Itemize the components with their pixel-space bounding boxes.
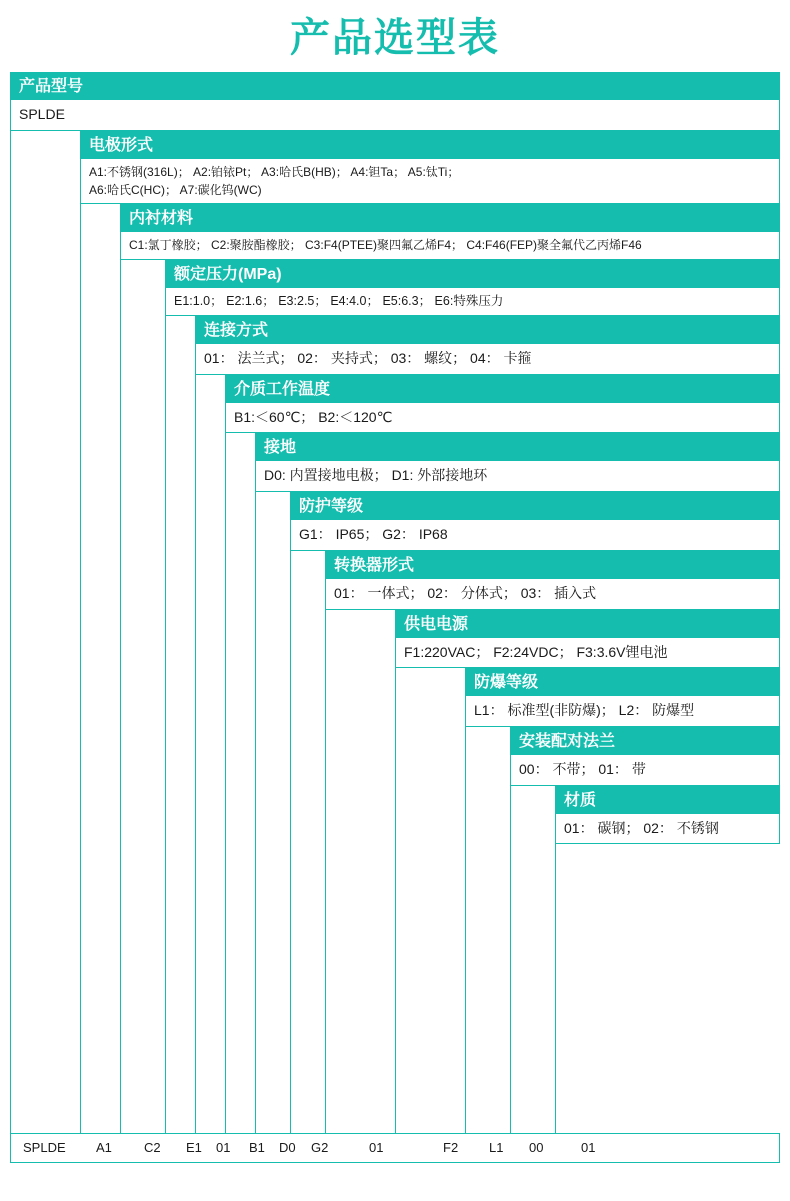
spec-row-value: G1： IP65； G2： IP68	[290, 520, 780, 551]
spec-row	[290, 492, 780, 551]
connector-line	[555, 786, 556, 1133]
connector-line	[165, 260, 166, 1133]
code-cell: 01	[216, 1140, 231, 1155]
spec-row-header: 接地	[255, 433, 780, 461]
code-cell: 00	[529, 1140, 544, 1155]
spec-row-value: 00： 不带； 01： 带	[510, 755, 780, 786]
code-cell: D0	[279, 1140, 296, 1155]
connector-line	[195, 316, 196, 1133]
spec-row-value: L1： 标准型(非防爆)； L2： 防爆型	[465, 696, 780, 727]
code-cell: 01	[369, 1140, 384, 1155]
spec-row	[80, 131, 780, 204]
spec-row	[465, 668, 780, 727]
spec-row	[10, 72, 780, 131]
code-cell: F2	[443, 1140, 459, 1155]
connector-line	[120, 204, 121, 1133]
spec-row-header: 电极形式	[80, 131, 780, 159]
spec-row-header: 供电电源	[395, 610, 780, 638]
connector-line	[255, 433, 256, 1133]
spec-row-header: 安装配对法兰	[510, 727, 780, 755]
spec-row-header: 连接方式	[195, 316, 780, 344]
code-cell: E1	[186, 1140, 202, 1155]
code-cell: L1	[489, 1140, 504, 1155]
spec-row-value: F1:220VAC； F2:24VDC； F3:3.6V锂电池	[395, 638, 780, 669]
spec-row-header: 内衬材料	[120, 204, 780, 232]
code-summary-row	[10, 1133, 780, 1163]
connector-line	[80, 131, 81, 1133]
spec-row-value: 01： 一体式； 02： 分体式； 03： 插入式	[325, 579, 780, 610]
spec-row	[165, 260, 780, 316]
spec-row-value: D0: 内置接地电极； D1: 外部接地环	[255, 461, 780, 492]
spec-row	[510, 727, 780, 786]
connector-line	[325, 551, 326, 1133]
page-title: 产品选型表	[290, 16, 500, 60]
code-cell: C2	[144, 1140, 161, 1155]
spec-row	[555, 786, 780, 845]
code-cell: A1	[96, 1140, 112, 1155]
connector-line	[225, 375, 226, 1133]
connector-line	[510, 727, 511, 1133]
code-cell: G2	[311, 1140, 329, 1155]
spec-row-header: 转换器形式	[325, 551, 780, 579]
spec-row	[255, 433, 780, 492]
connector-line	[465, 668, 466, 1133]
spec-row-value: E1:1.0； E2:1.6； E3:2.5； E4:4.0； E5:6.3； E6:特殊压力	[165, 288, 780, 316]
spec-row	[325, 551, 780, 610]
code-cell: 01	[581, 1140, 596, 1155]
spec-row-header: 防爆等级	[465, 668, 780, 696]
code-cell: SPLDE	[23, 1140, 66, 1155]
spec-row-header: 额定压力(MPa)	[165, 260, 780, 288]
connector-line	[290, 492, 291, 1133]
spec-row-value: C1:氯丁橡胶； C2:聚胺酯橡胶； C3:F4(PTEE)聚四氟乙烯F4； C4:F46(FEP)聚全氟代乙丙烯F46	[120, 232, 780, 260]
spec-row-header: 产品型号	[10, 72, 780, 100]
spec-row-value: A1:不锈钢(316L)； A2:铂铱Pt； A3:哈氏B(HB)； A4:钽Ta； A5:钛Ti； A6:哈氏C(HC)； A7:碳化钨(WC)	[80, 159, 780, 204]
code-cell: B1	[249, 1140, 265, 1155]
connector-line	[395, 610, 396, 1134]
spec-row-value: SPLDE	[10, 100, 780, 131]
spec-row-header: 防护等级	[290, 492, 780, 520]
connector-line	[10, 72, 11, 1133]
spec-row	[225, 375, 780, 434]
spec-row-value: 01： 碳钢； 02： 不锈钢	[555, 814, 780, 845]
spec-row	[120, 204, 780, 260]
spec-row	[395, 610, 780, 669]
spec-row-value: 01： 法兰式； 02： 夹持式； 03： 螺纹； 04： 卡箍	[195, 344, 780, 375]
spec-row-value: B1:＜60℃； B2:＜120℃	[225, 403, 780, 434]
spec-row	[195, 316, 780, 375]
spec-row-header: 材质	[555, 786, 780, 814]
spec-row-header: 介质工作温度	[225, 375, 780, 403]
